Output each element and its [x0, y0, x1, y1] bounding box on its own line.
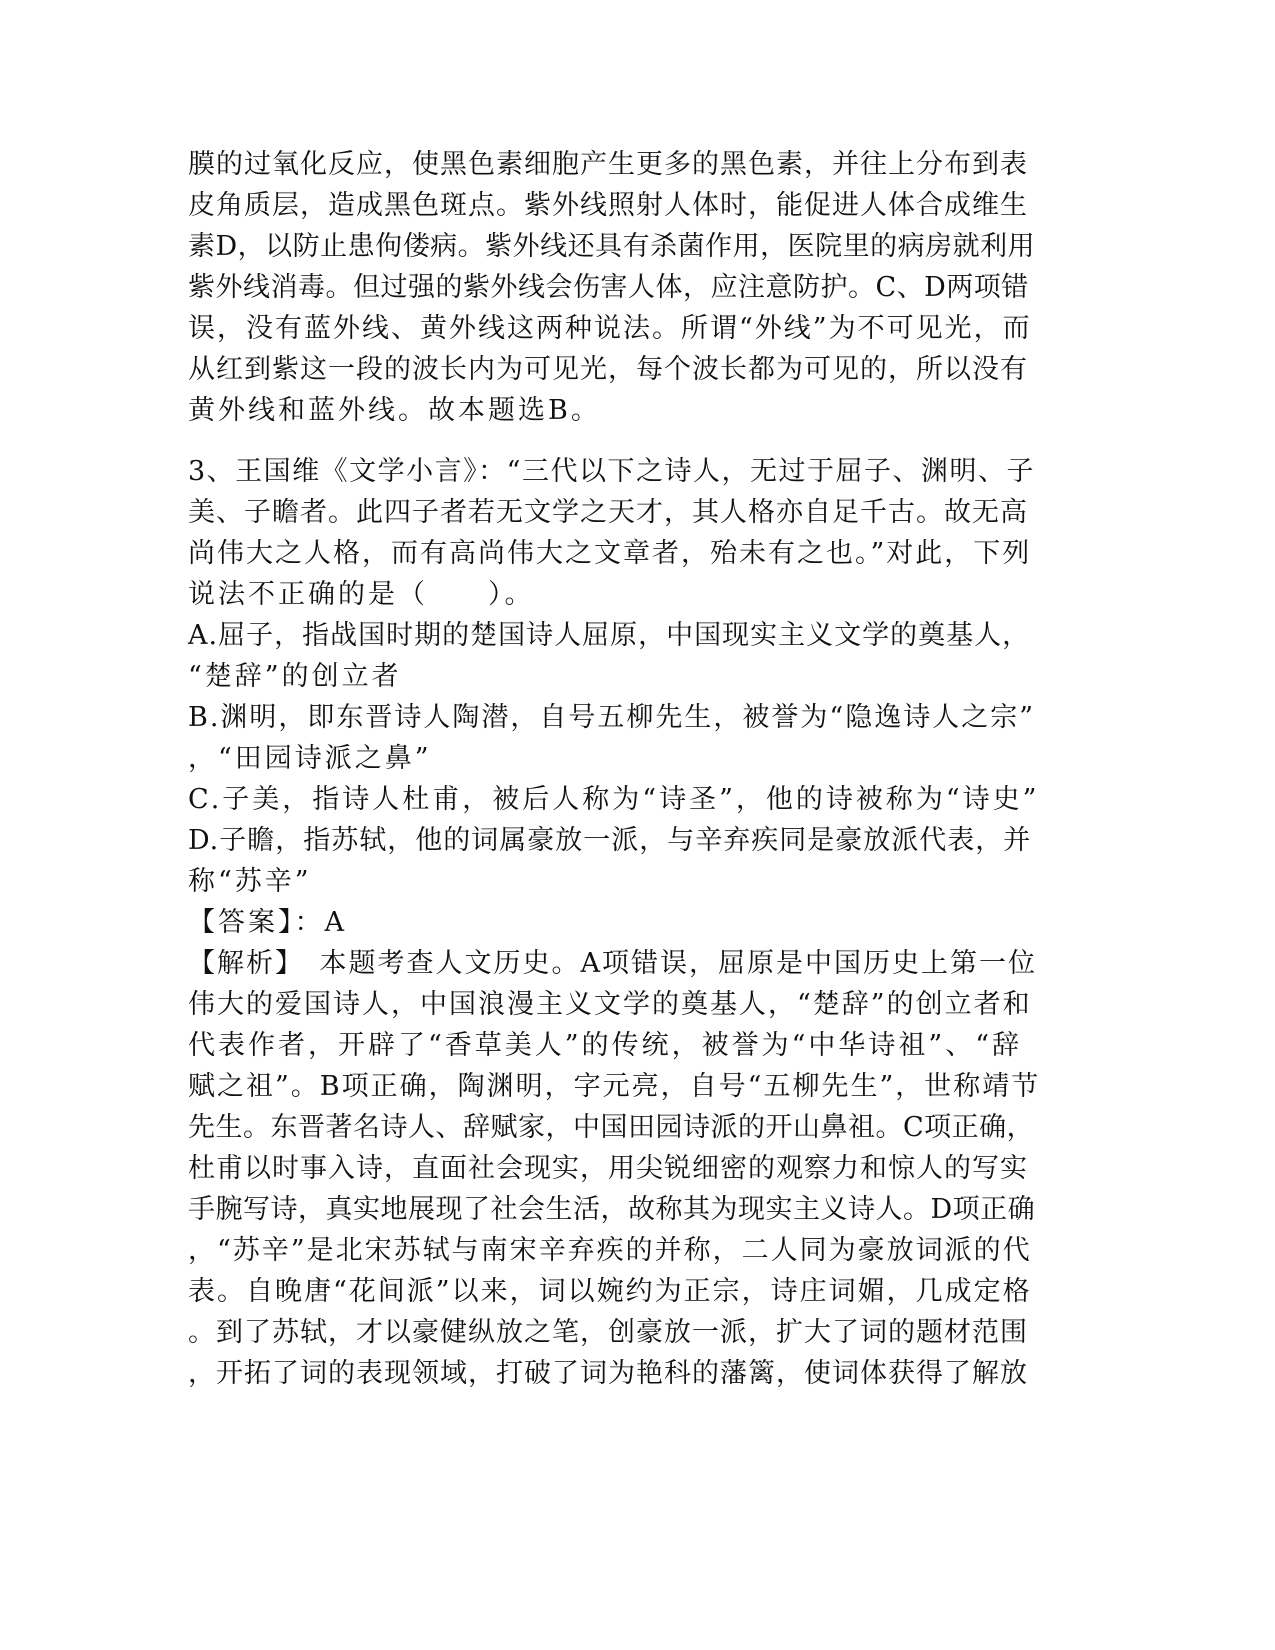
option-d-cont: 称“苏辛”	[188, 866, 312, 897]
analysis-line: 伟大的爱国诗人，中国浪漫主义文学的奠基人，“楚辞”的创立者和	[188, 989, 1032, 1020]
analysis-line: 【解析】 本题考查人文历史。A项错误，屈原是中国历史上第一位	[188, 948, 1037, 979]
analysis-line: 。到了苏轼，才以豪健纵放之笔，创豪放一派，扩大了词的题材范围	[188, 1317, 1028, 1348]
option-a-cont: “楚辞”的创立者	[188, 661, 402, 692]
analysis-line: ，“苏辛”是北宋苏轼与南宋辛弃疾的并称，二人同为豪放词派的代	[188, 1235, 1032, 1266]
text-line: 黄外线和蓝外线。故本题选B。	[188, 395, 601, 426]
option-a: A.屈子，指战国时期的楚国诗人屈原，中国现实主义文学的奠基人，	[188, 620, 1031, 651]
analysis-line: 杜甫以时事入诗，直面社会现实，用尖锐细密的观察力和惊人的写实	[188, 1153, 1028, 1184]
analysis-line: 手腕写诗，真实地展现了社会生活，故称其为现实主义诗人。D项正确	[188, 1194, 1036, 1225]
option-c: C.子美，指诗人杜甫，被后人称为“诗圣”，他的诗被称为“诗史”	[188, 784, 1040, 815]
answer-line: 【答案】：A	[188, 907, 347, 938]
text-line: 素D，以防止患佝偻病。紫外线还具有杀菌作用，医院里的病房就利用	[188, 231, 1036, 262]
text-line: 紫外线消毒。但过强的紫外线会伤害人体，应注意防护。C、D两项错	[188, 272, 1029, 303]
analysis-line: 赋之祖”。B项正确，陶渊明，字元亮，自号“五柳先生”，世称靖节	[188, 1071, 1041, 1102]
question-stem-line: 说法不正确的是（ ）。	[188, 579, 535, 610]
text-line: 误，没有蓝外线、黄外线这两种说法。所谓“外线”为不可见光，而	[188, 313, 1032, 344]
analysis-line: ，开拓了词的表现领域，打破了词为艳科的藩篱，使词体获得了解放	[188, 1358, 1028, 1389]
analysis-line: 先生。东晋著名诗人、辞赋家，中国田园诗派的开山鼻祖。C项正确，	[188, 1112, 1035, 1143]
text-line: 皮角质层，造成黑色斑点。紫外线照射人体时，能促进人体合成维生	[188, 190, 1028, 221]
option-b-cont: ，“田园诗派之鼻”	[188, 743, 432, 774]
analysis-line: 表。自晚唐“花间派”以来，词以婉约为正宗，诗庄词媚，几成定格	[188, 1276, 1032, 1307]
question-stem-line: 3、王国维《文学小言》：“三代以下之诗人，无过于屈子、渊明、子	[188, 456, 1035, 487]
text-line: 膜的过氧化反应，使黑色素细胞产生更多的黑色素，并往上分布到表	[188, 149, 1028, 180]
analysis-line: 代表作者，开辟了“香草美人”的传统，被誉为“中华诗祖”、“辞	[188, 1030, 1023, 1061]
option-b: B.渊明，即东晋诗人陶潜，自号五柳先生，被誉为“隐逸诗人之宗”	[188, 702, 1036, 733]
option-d: D.子瞻，指苏轼，他的词属豪放一派，与辛弃疾同是豪放派代表，并	[188, 825, 1032, 856]
question-stem-line: 美、子瞻者。此四子者若无文学之天才，其人格亦自足千古。故无高	[188, 497, 1028, 528]
question-stem-line: 尚伟大之人格，而有高尚伟大之文章者，殆未有之也。”对此，下列	[188, 538, 1032, 569]
text-line: 从红到紫这一段的波长内为可见光，每个波长都为可见的，所以没有	[188, 354, 1028, 385]
